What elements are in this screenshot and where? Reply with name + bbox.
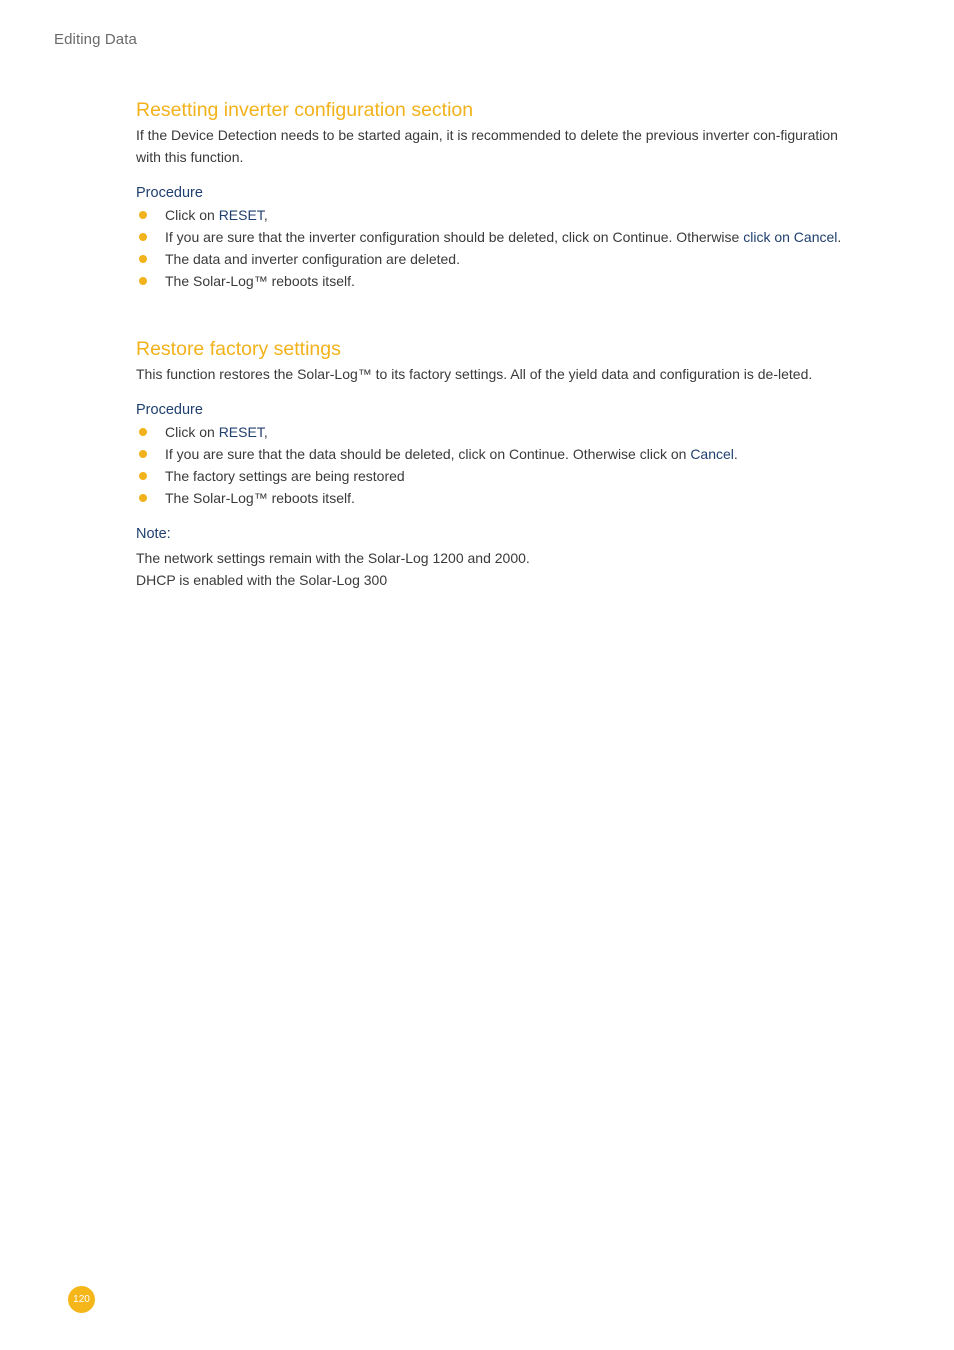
procedure-list [136,421,858,509]
cancel-link[interactable]: click on Cancel [743,229,838,245]
bullet-icon [139,450,147,458]
note-heading: Note: [136,526,171,542]
note-line: DHCP is enabled with the Solar-Log 300 [136,572,388,588]
step-text-suffix: , [263,424,268,440]
cancel-link[interactable]: Cancel [690,446,734,462]
section-intro: If the Device Detection needs to be started again, it is recommended to delete the previous inverter con-figuration with this function. [136,127,838,165]
step-text: Click on [165,424,219,440]
step-text: If you are sure that the inverter configuration should be deleted, click on Continue. Otherwise [165,229,744,245]
list-item [136,443,858,465]
step-text-suffix: . [837,229,842,245]
step-text-suffix: . [733,446,738,462]
bullet-icon [139,233,147,241]
procedure-list [136,204,858,292]
bullet-icon [139,428,147,436]
step-text-suffix: , [263,207,268,223]
list-item [136,487,858,509]
reset-link[interactable]: RESET [218,207,264,223]
section-title-reset-inverter: Resetting inverter configuration section [136,99,474,121]
procedure-heading: Procedure [136,185,203,201]
page-number-badge: 120 [68,1286,95,1313]
list-item [136,248,858,270]
reset-link[interactable]: RESET [218,424,264,440]
step-text: The Solar-Log™ reboots itself. [165,273,355,289]
step-text: The Solar-Log™ reboots itself. [165,490,355,506]
list-item [136,226,858,248]
section-title-restore-factory: Restore factory settings [136,338,341,360]
running-header: Editing Data [54,31,137,48]
list-item [136,421,858,443]
list-item [136,204,858,226]
step-text: The factory settings are being restored [165,468,405,484]
bullet-icon [139,472,147,480]
bullet-icon [139,255,147,263]
list-item [136,270,858,292]
note-line: The network settings remain with the Solar-Log 1200 and 2000. [136,550,530,566]
page-content [136,96,858,591]
bullet-icon [139,277,147,285]
step-text: Click on [165,207,219,223]
bullet-icon [139,494,147,502]
procedure-heading: Procedure [136,402,203,418]
list-item [136,465,858,487]
step-text: The data and inverter configuration are deleted. [165,251,460,267]
section-intro: This function restores the Solar-Log™ to its factory settings. All of the yield data and configuration is de-leted. [136,366,813,382]
step-text: If you are sure that the data should be deleted, click on Continue. Otherwise click on [165,446,691,462]
bullet-icon [139,211,147,219]
